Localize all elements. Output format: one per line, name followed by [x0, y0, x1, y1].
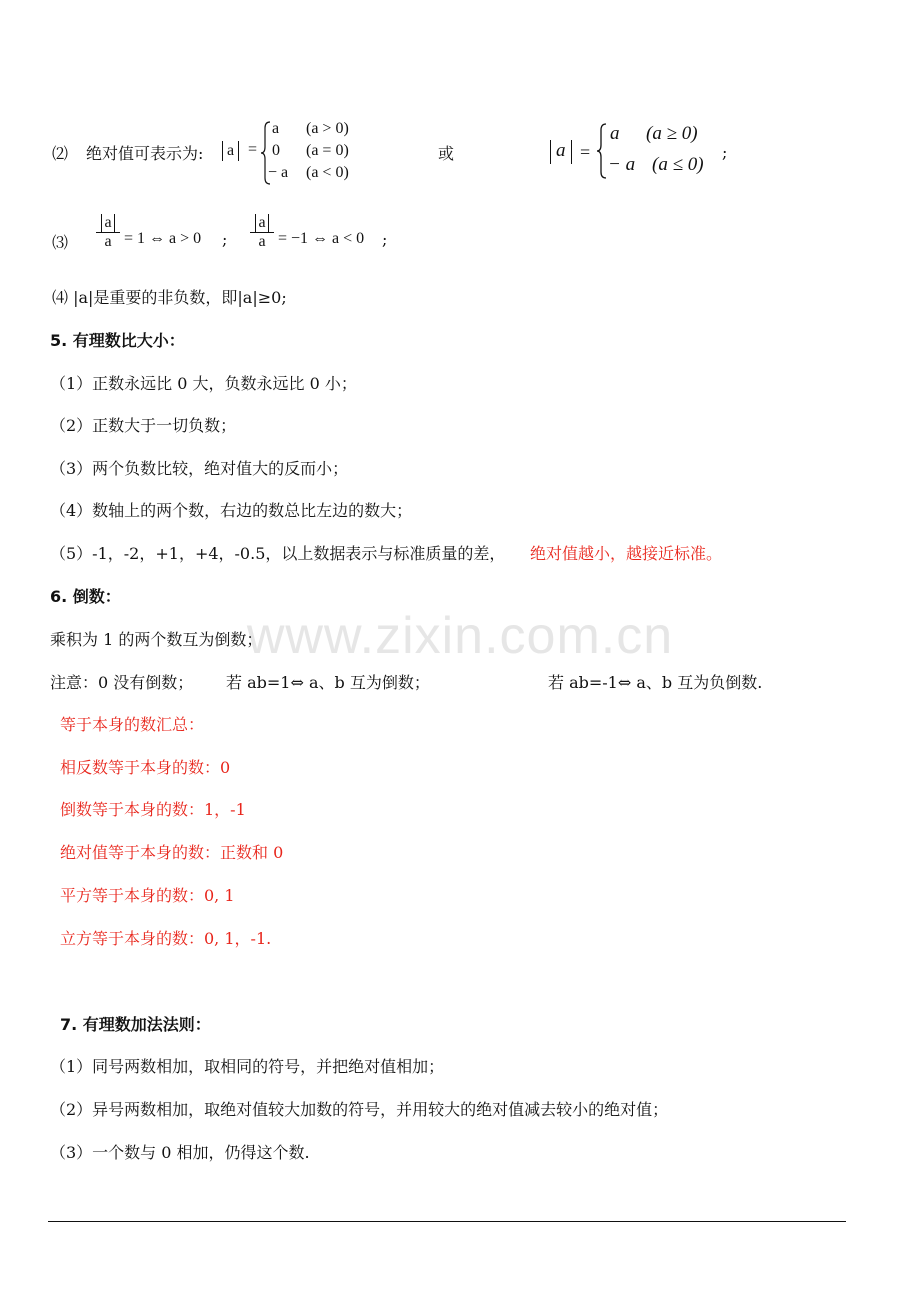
- fraction-2-denominator: a: [258, 233, 266, 251]
- case-2-cond: (a = 0): [306, 142, 349, 159]
- expression-2: = −1 ⇔ a < 0: [278, 230, 365, 247]
- section-7-line-2: （2）异号两数相加，取绝对值较大加数的符号，并用较大的绝对值减去较小的绝对值；: [50, 1100, 669, 1119]
- separator: ;: [222, 230, 228, 249]
- equals-sign: =: [248, 141, 258, 158]
- note-zero-no-reciprocal: 注意：0 没有倒数；: [50, 673, 194, 692]
- item-4: ⑷ |a|是重要的非负数，即|a|≥0;: [52, 288, 287, 307]
- note-reciprocal: 若 ab=1⇔ a、b 互为倒数；: [226, 673, 430, 692]
- case-3-expr: − a: [268, 164, 289, 181]
- reciprocal-definition: 乘积为 1 的两个数互为倒数；: [50, 630, 263, 649]
- item-2-text: 绝对值可表示为:: [86, 144, 204, 163]
- summary-line-5: 立方等于本身的数：0, 1，-1.: [60, 929, 272, 948]
- summary-line-1: 相反数等于本身的数：0: [60, 758, 231, 777]
- alt-equals-sign: =: [580, 142, 591, 162]
- alt-case-1-cond: (a ≥ 0): [646, 123, 698, 144]
- alt-case-2-expr: − a: [608, 154, 636, 175]
- section-6-title: 6. 倒数：: [50, 587, 121, 606]
- alt-abs-bar-right: [571, 140, 572, 164]
- abs-bar-right: [238, 141, 239, 161]
- section-5-line-4: （4）数轴上的两个数，右边的数总比左边的数大；: [50, 501, 413, 520]
- fraction-2: [250, 214, 274, 251]
- fraction-1: [96, 214, 120, 251]
- summary-line-2: 倒数等于本身的数：1，-1: [60, 800, 246, 819]
- summary-line-3: 绝对值等于本身的数：正数和 0: [60, 843, 284, 862]
- section-5-title: 5. 有理数比大小：: [50, 331, 185, 350]
- section-5-line-1: （1）正数永远比 0 大，负数永远比 0 小；: [50, 374, 357, 393]
- watermark: www.zixin.com.cn: [246, 607, 674, 665]
- section-5-line-5-red: 绝对值越小，越接近标准。: [530, 544, 723, 563]
- footer-rule: [48, 1221, 846, 1222]
- abs-expression: [222, 141, 239, 161]
- case-3-cond: (a < 0): [306, 164, 349, 181]
- fraction-1-numerator: a: [96, 214, 120, 233]
- item-3-end: ;: [382, 230, 388, 249]
- case-2-expr: 0: [272, 142, 280, 159]
- section-5-line-3: （3）两个负数比较，绝对值大的反而小；: [50, 459, 349, 478]
- section-7-line-3: （3）一个数与 0 相加，仍得这个数.: [50, 1143, 310, 1162]
- item-2-end: ;: [722, 143, 728, 162]
- note-negative-reciprocal: 若 ab=-1⇔ a、b 互为负倒数.: [548, 673, 763, 692]
- fraction-1-denominator: a: [104, 233, 112, 251]
- fraction-2-numerator: a: [250, 214, 274, 233]
- summary-line-4: 平方等于本身的数：0, 1: [60, 886, 235, 905]
- item-3-label: ⑶: [52, 233, 69, 252]
- case-1-cond: (a > 0): [306, 120, 349, 137]
- expression-1: = 1 ⇔ a > 0: [124, 230, 202, 247]
- alt-abs-expression: [550, 140, 572, 164]
- alt-abs-var: a: [556, 140, 566, 162]
- section-5-line-5: （5）-1，-2，+1，+4，-0.5，以上数据表示与标准质量的差，: [50, 544, 506, 563]
- summary-title: 等于本身的数汇总：: [60, 715, 205, 734]
- abs-var: a: [227, 141, 235, 159]
- alt-left-brace: [596, 122, 608, 180]
- section-7-title: 7. 有理数加法法则：: [60, 1015, 211, 1034]
- alt-case-2-cond: (a ≤ 0): [652, 154, 704, 175]
- section-5-line-2: （2）正数大于一切负数；: [50, 416, 237, 435]
- section-7-line-1: （1）同号两数相加，取相同的符号，并把绝对值相加；: [50, 1057, 445, 1076]
- alt-case-1-expr: a: [610, 123, 620, 144]
- case-1-expr: a: [272, 120, 280, 137]
- or-text: 或: [438, 144, 455, 163]
- item-2-label: ⑵: [52, 144, 69, 163]
